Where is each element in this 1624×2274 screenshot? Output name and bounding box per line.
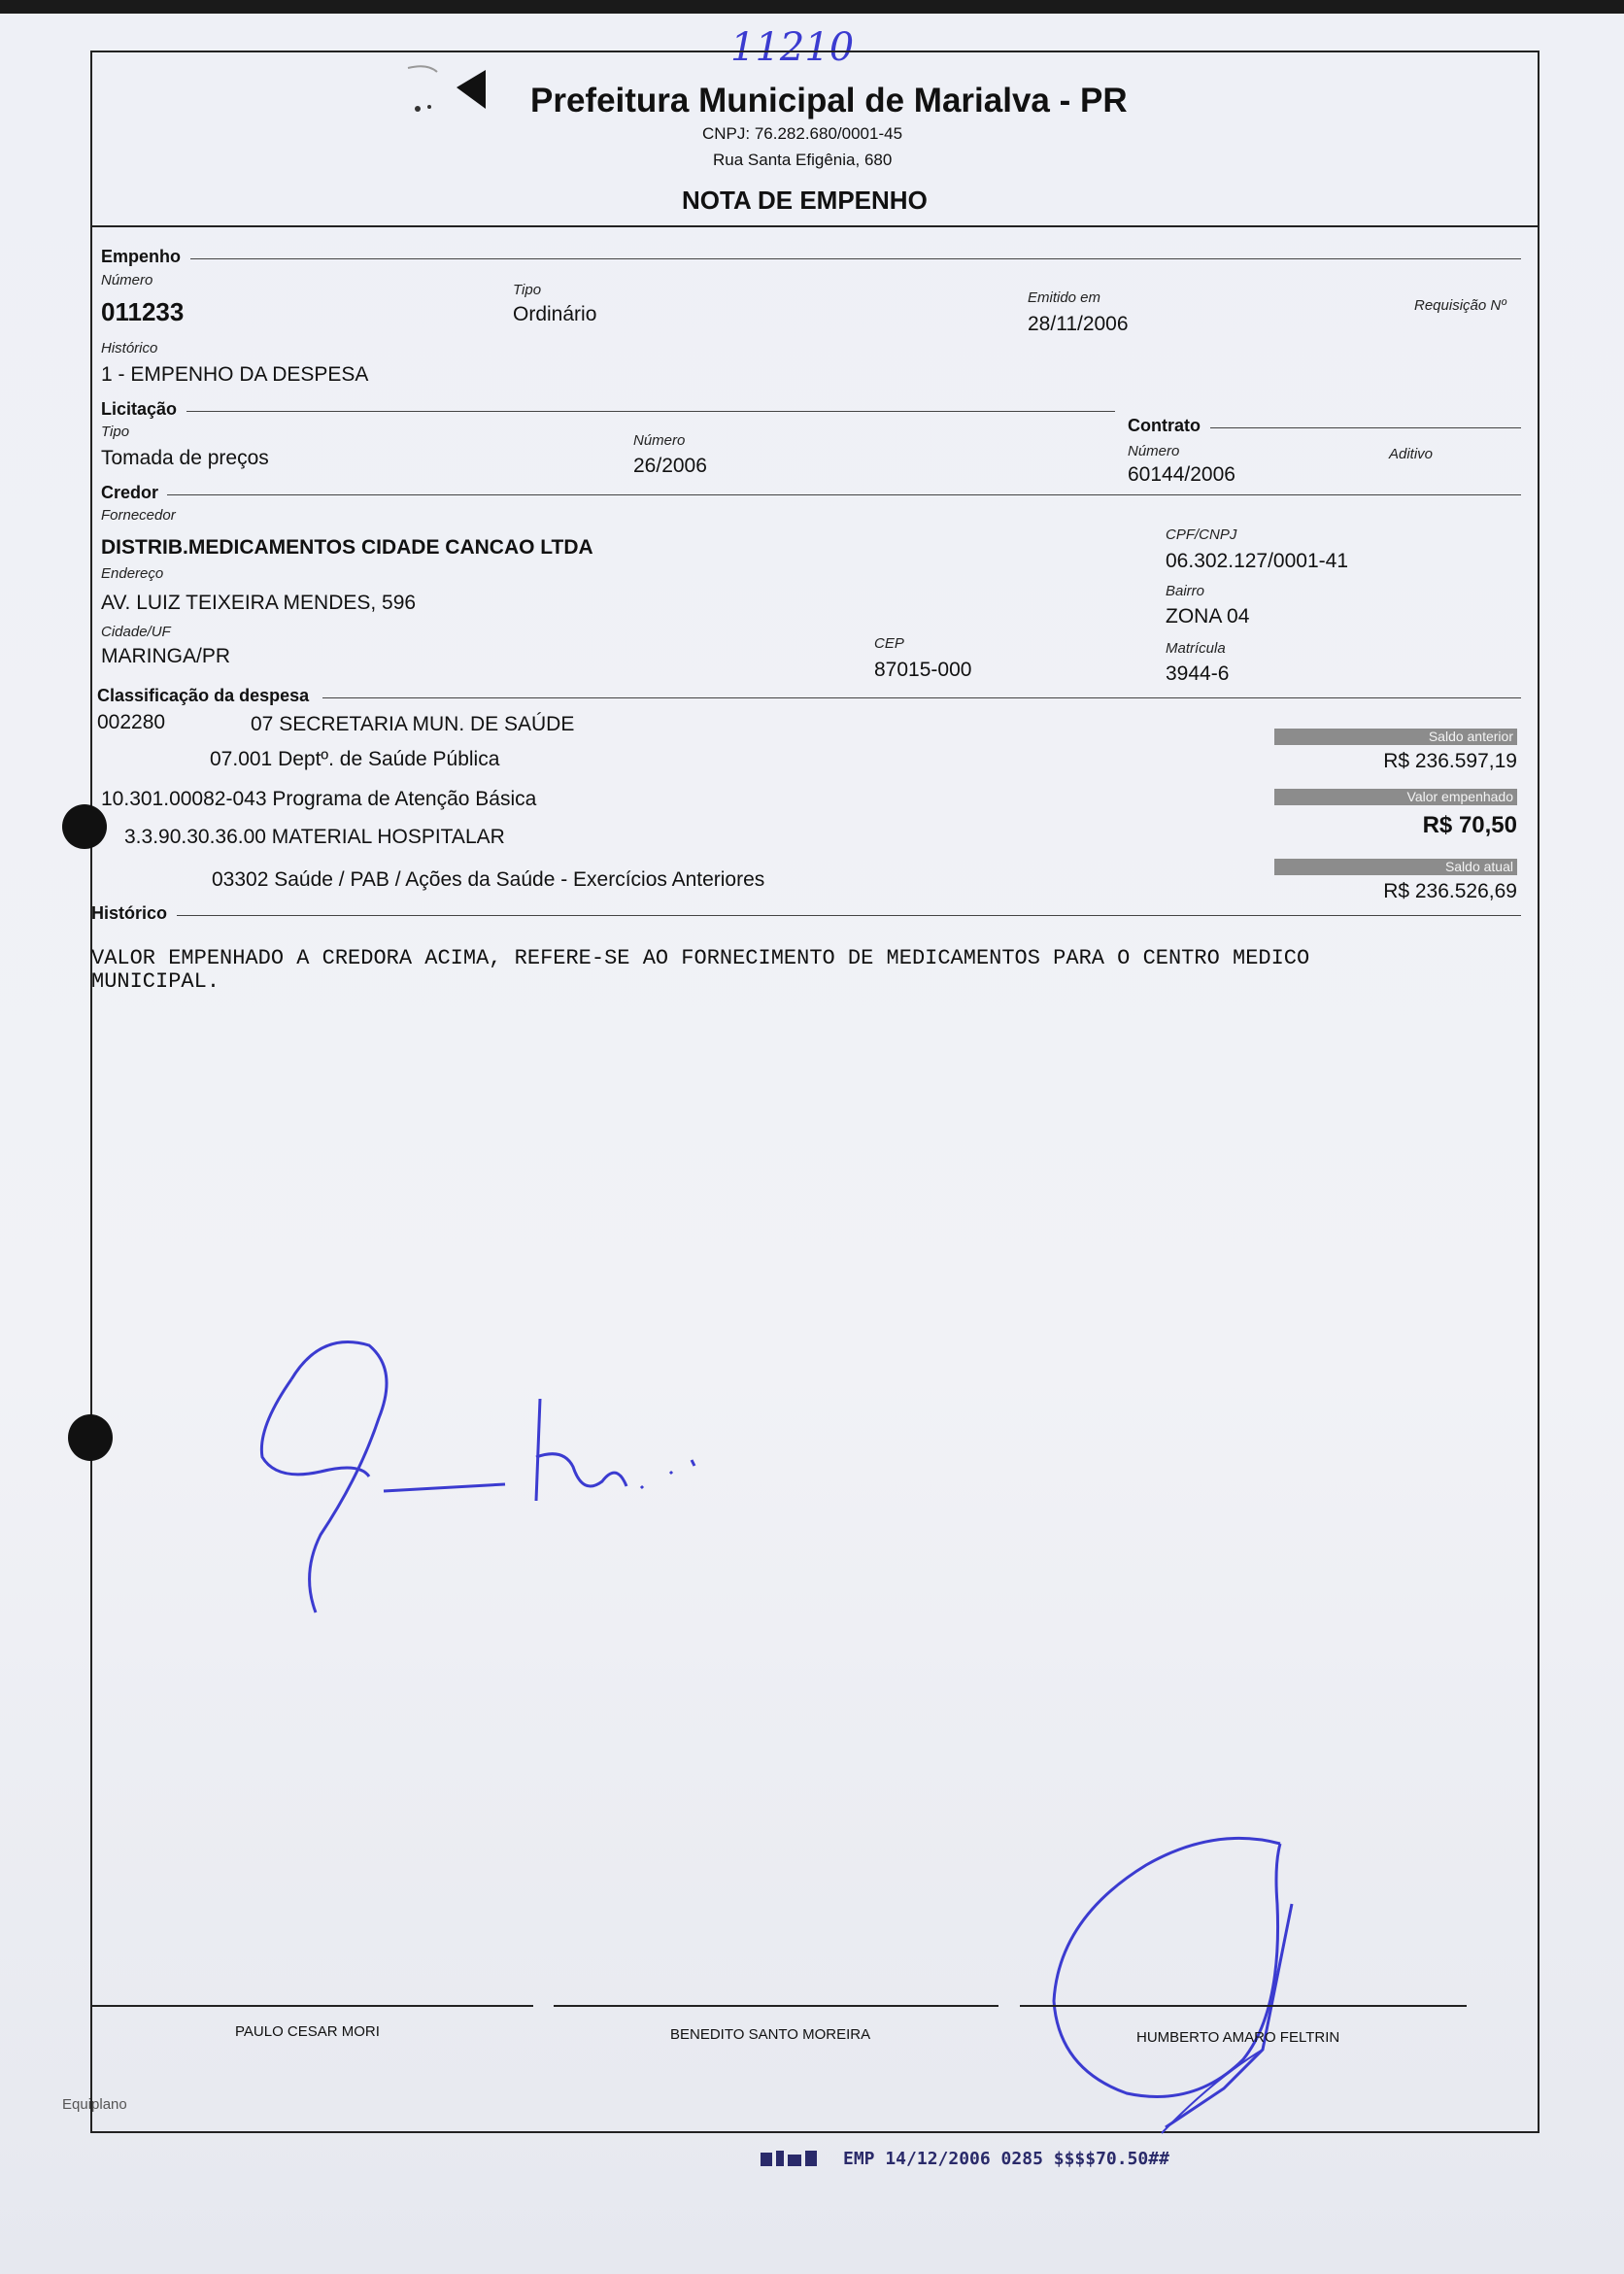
- empenho-tipo: Ordinário: [513, 303, 597, 325]
- matricula-label: Matrícula: [1166, 640, 1226, 657]
- signer-name-2: BENEDITO SANTO MOREIRA: [670, 2026, 871, 2043]
- classificacao-line3: 10.301.00082-043 Programa de Atenção Básica: [101, 788, 537, 810]
- classificacao-line4: 3.3.90.30.36.00 MATERIAL HOSPITALAR: [124, 826, 505, 848]
- section-contrato: Contrato: [1128, 416, 1201, 435]
- emitido-label: Emitido em: [1028, 289, 1101, 306]
- address-text: Rua Santa Efigênia, 680: [713, 151, 893, 169]
- cep-value: 87015-000: [874, 659, 972, 681]
- empenho-numero-label: Número: [101, 272, 153, 288]
- section-empenho: Empenho: [101, 247, 182, 266]
- section-credor: Credor: [101, 483, 159, 502]
- bairro-value: ZONA 04: [1166, 605, 1250, 628]
- fornecedor-name: DISTRIB.MEDICAMENTOS CIDADE CANCAO LTDA: [101, 536, 593, 559]
- emitido-date: 28/11/2006: [1028, 313, 1129, 335]
- cpf-value: 06.302.127/0001-41: [1166, 550, 1349, 572]
- licitacao-tipo: Tomada de preços: [101, 447, 269, 469]
- section-classificacao: Classificação da despesa: [97, 686, 310, 705]
- handwritten-number: 11210: [730, 25, 855, 70]
- licitacao-numero-label: Número: [633, 432, 686, 449]
- endereco-label: Endereço: [101, 565, 164, 582]
- saldo-atual-value: R$ 236.526,69: [1383, 880, 1517, 902]
- empenho-tipo-label: Tipo: [513, 282, 542, 298]
- matricula-value: 3944-6: [1166, 662, 1230, 685]
- classificacao-line1: 07 SECRETARIA MUN. DE SAÚDE: [251, 713, 575, 735]
- bairro-label: Bairro: [1166, 583, 1205, 599]
- saldo-atual-label: Saldo atual: [1274, 859, 1517, 875]
- signature-line-1: [90, 2005, 533, 2007]
- valor-empenhado-label: Valor empenhado: [1274, 789, 1517, 805]
- licitacao-tipo-label: Tipo: [101, 424, 130, 440]
- saldo-anterior-label: Saldo anterior: [1274, 729, 1517, 745]
- contrato-numero-label: Número: [1128, 443, 1180, 459]
- contrato-numero: 60144/2006: [1128, 463, 1235, 486]
- bank-stamp: EMP 14/12/2006 0285 $$$$70.50##: [843, 2149, 1169, 2169]
- section-historico: Histórico: [91, 903, 168, 923]
- signer-name-3: HUMBERTO AMARO FELTRIN: [1136, 2029, 1340, 2046]
- classificacao-code: 002280: [97, 711, 166, 733]
- fornecedor-label: Fornecedor: [101, 507, 176, 524]
- contrato-aditivo-label: Aditivo: [1389, 446, 1434, 462]
- cep-label: CEP: [874, 635, 904, 652]
- empenho-numero: 011233: [101, 297, 185, 326]
- classificacao-line5: 03302 Saúde / PAB / Ações da Saúde - Exercícios Anteriores: [212, 868, 765, 891]
- software-credit: Equiplano: [62, 2096, 127, 2113]
- bank-stamp-logo: [761, 2149, 819, 2175]
- endereco-value: AV. LUIZ TEIXEIRA MENDES, 596: [101, 592, 417, 614]
- cidade-label: Cidade/UF: [101, 624, 171, 640]
- classificacao-line2: 07.001 Deptº. de Saúde Pública: [210, 748, 500, 770]
- historico-line2: MUNICIPAL.: [91, 969, 220, 994]
- page-title: Prefeitura Municipal de Marialva - PR: [530, 82, 1128, 119]
- document-title: NOTA DE EMPENHO: [682, 186, 928, 215]
- cidade-value: MARINGA/PR: [101, 645, 231, 667]
- cpf-label: CPF/CNPJ: [1166, 526, 1237, 543]
- section-licitacao: Licitação: [101, 399, 178, 419]
- licitacao-numero: 26/2006: [633, 455, 707, 477]
- historico-line1: VALOR EMPENHADO A CREDORA ACIMA, REFERE-SE AO FORNECIMENTO DE MEDICAMENTOS PARA O CENTRO MEDICO: [91, 946, 1310, 970]
- empenho-historico: 1 - EMPENHO DA DESPESA: [101, 363, 369, 386]
- valor-empenhado-value: R$ 70,50: [1422, 812, 1517, 838]
- requisicao-label: Requisição Nº: [1414, 297, 1506, 314]
- signature-line-2: [554, 2005, 998, 2007]
- signer-name-1: PAULO CESAR MORI: [235, 2023, 380, 2040]
- saldo-anterior-value: R$ 236.597,19: [1383, 750, 1517, 772]
- cnpj-text: CNPJ: 76.282.680/0001-45: [702, 124, 903, 143]
- signature-line-3: [1020, 2005, 1467, 2007]
- empenho-historico-label: Histórico: [101, 340, 158, 356]
